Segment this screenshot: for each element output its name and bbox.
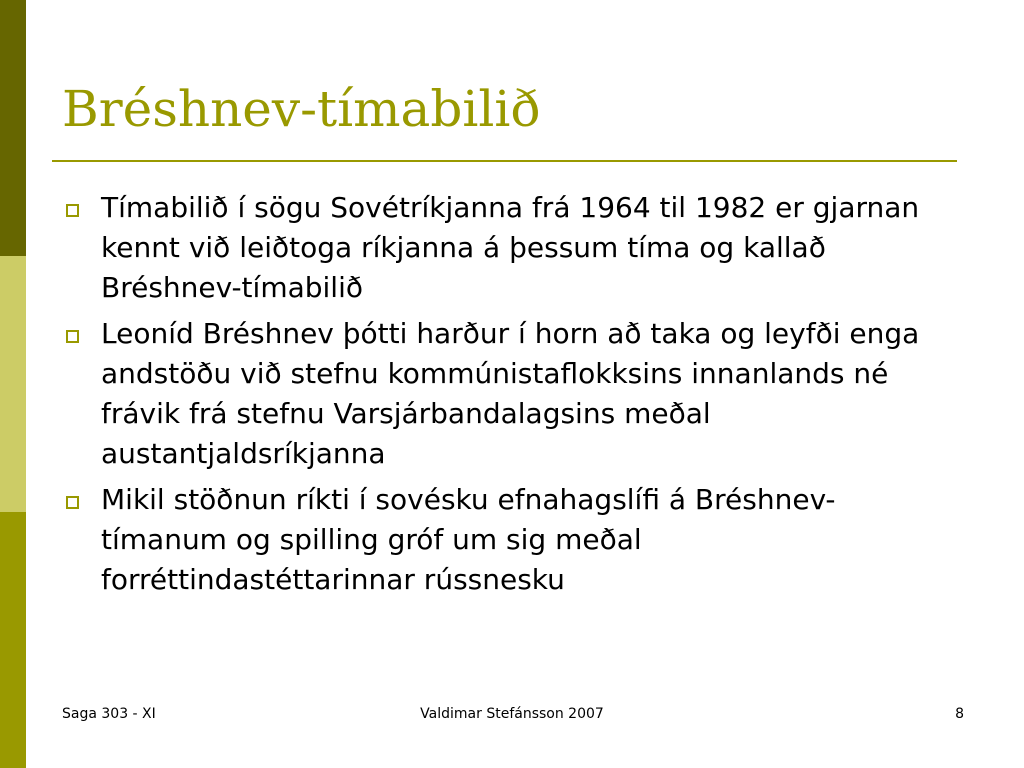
sidebar-stripe-middle [0, 256, 26, 512]
bullet-item [62, 188, 942, 308]
bullet-item [62, 314, 942, 474]
bullet-list [62, 188, 942, 606]
hollow-square-icon [66, 496, 79, 509]
footer-page-number: 8 [955, 706, 964, 722]
bullet-text: Mikil stöðnun ríkti í sovésku efnahagslífi á Bréshnev-tímanum og spilling gróf um sig meðal forréttindastéttarinnar rússnesku [101, 483, 836, 596]
bullet-text: Tímabilið í sögu Sovétríkjanna frá 1964 til 1982 er gjarnan kennt við leiðtoga ríkjanna á þessum tíma og kallað Bréshnev-tímabilið [101, 191, 920, 304]
hollow-square-icon [66, 330, 79, 343]
footer-author: Valdimar Stefánsson 2007 [420, 706, 604, 722]
slide-title: Bréshnev-tímabilið [62, 80, 541, 138]
sidebar-stripe-bottom [0, 512, 26, 768]
bullet-item [62, 480, 942, 600]
bullet-text: Leoníd Bréshnev þótti harður í horn að taka og leyfði enga andstöðu við stefnu kommúnistaflokksins innanlands né frávik frá stefnu Varsjárbandalagsins meðal austantjaldsríkjanna [101, 317, 920, 470]
hollow-square-icon [66, 204, 79, 217]
title-divider [52, 160, 957, 162]
footer-course: Saga 303 - XI [62, 706, 156, 722]
sidebar-stripe-top [0, 0, 26, 256]
